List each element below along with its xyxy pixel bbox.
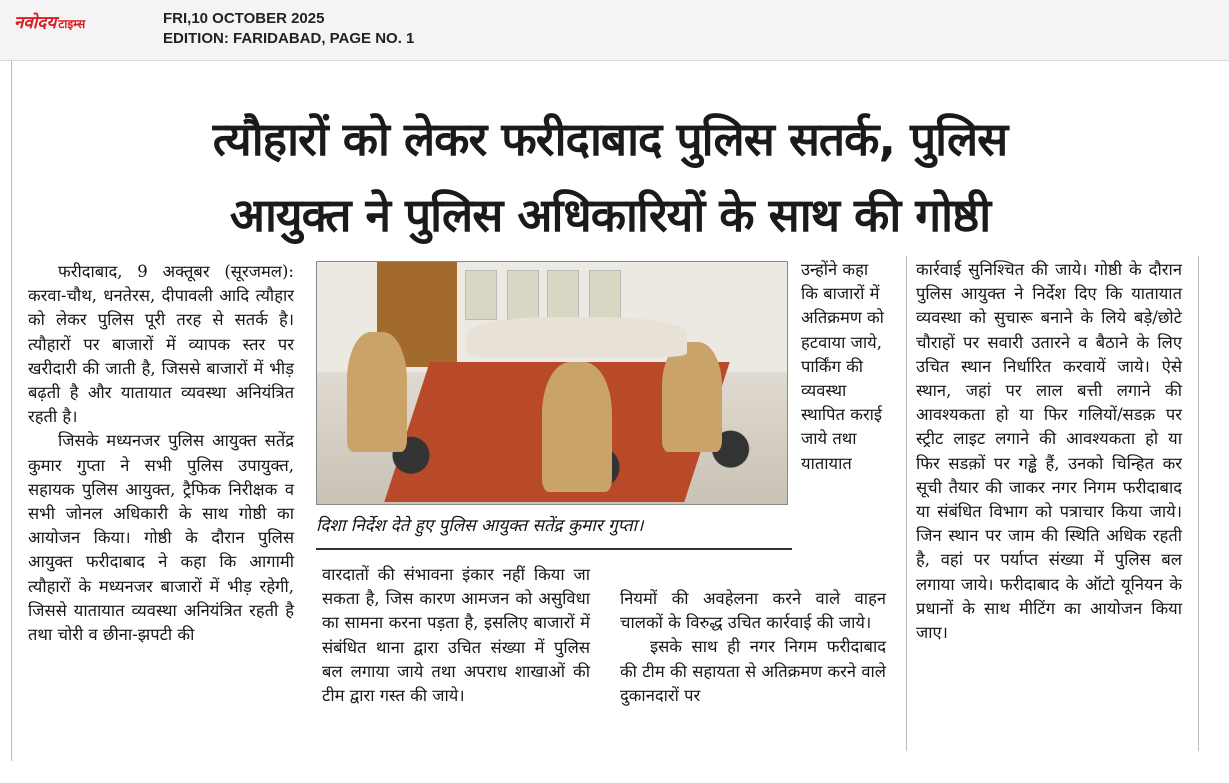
- column-3-paragraph-2: इसके साथ ही नगर निगम फरीदाबाद की टीम की सहायता से अतिक्रमण करने वाले दुकानदारों पर: [620, 637, 886, 705]
- column-1-paragraph-2: जिसके मध्यनजर पुलिस आयुक्त सतेंद्र कुमार गुप्ता ने सभी पुलिस उपायुक्त, सहायक पुलिस आयुक्त, ट्रैफिक निरीक्षक व सभी जोनल अधिकारी के साथ गोष्ठी का आयोजन किया। गोष्ठी के दौरान पुलिस आयुक्त फरीदाबाद ने कहा कि आगामी त्यौहारों के मध्यनजर बाजारों में भीड़ रहेगी, जिससे यातायात व्यवस्था अनियंत्रित रहती है तथा चोरी व छीना-झपटी की: [28, 431, 294, 645]
- column-rule: [1198, 256, 1199, 751]
- headline-line-2: आयुक्त ने पुलिस अधिकारियों के साथ की गोष्ठी: [229, 188, 991, 242]
- edition-info: [163, 9, 414, 49]
- photo-wall-map: [507, 270, 539, 320]
- newspaper-logo[interactable]: [14, 10, 85, 33]
- article-column-3-narrow: उन्होंने कहा कि बाजारों में अतिक्रमण को हटवाया जाये, पार्किंग की व्यवस्था स्थापित कराई जाये तथा यातायात: [801, 260, 884, 473]
- photo-wall-map: [589, 270, 621, 320]
- edition-date: FRI,10 OCTOBER 2025: [163, 10, 325, 27]
- photo-officer: [662, 342, 722, 452]
- photo-caption: दिशा निर्देश देते हुए पुलिस आयुक्त सतेंद्र कुमार गुप्ता।: [316, 516, 644, 536]
- photo-officer: [347, 332, 407, 452]
- photo-officer: [542, 362, 612, 492]
- column-4-paragraph: कार्रवाई सुनिश्चित की जाये। गोष्ठी के दौरान पुलिस आयुक्त ने निर्देश दिए कि यातायात व्यवस्था को सुचारू बनाने के लिये बड़े/छोटे चौराहों पर सवारी उतारने व बैठाने के लिए उचित स्थान निर्धारित करवायें जाये। ऐसे स्थान, जहां पर लाल बत्ती लगाने की आवश्यकता हो या फिर गलियों/सडक़ पर स्ट्रीट लाइट लगाने की आवश्यकता हो या फिर सडक़ों पर गड्ढे हैं, उनको चिन्हित कर सूची तैयार की जाकर नगर निगम फरीदाबाद या संबंधित विभाग को पत्राचार किया जाये। जिन स्थान पर जाम की स्थिति अधिक रहती है, वहां पर पर्याप्त संख्या में पुलिस बल लगाया जाये। फरीदाबाद के ऑटो यूनियन के प्रधानों के साथ मीटिंग का आयोजन किया जाए।: [916, 260, 1182, 643]
- column-2-paragraph: वारदातों की संभावना इंकार नहीं किया जा सकता है, जिस कारण आमजन को असुविधा का सामना करना पड़ता है, इसलिए बाजारों में संबंधित थाना द्वारा उचित संख्या में पुलिस बल लगाया जाये तथा अपराध शाखाओं की टीम द्वारा गस्त की जाये।: [322, 565, 590, 706]
- article-headline: [40, 101, 1180, 253]
- column-3-paragraph-1: नियमों की अवहेलना करने वाले वाहन चालकों के विरुद्ध उचित कार्रवाई की जाये।: [620, 589, 886, 633]
- page-edge-rule: [11, 61, 12, 761]
- newspaper-page: [0, 61, 1229, 783]
- headline-line-1: त्यौहारों को लेकर फरीदाबाद पुलिस सतर्क, पुलिस: [212, 112, 1008, 166]
- edition-page: EDITION: FARIDABAD, PAGE NO. 1: [163, 30, 415, 47]
- column-rule: [906, 256, 907, 751]
- article-column-3: [620, 587, 886, 708]
- article-column-2: [322, 563, 590, 708]
- caption-rule: [316, 548, 792, 550]
- article-column-1: [28, 260, 294, 647]
- article-column-4: [916, 258, 1182, 645]
- photo-officers-row: [467, 317, 687, 357]
- meeting-photo: [316, 261, 788, 505]
- logo-sub: टाइम्स: [58, 17, 86, 31]
- logo-name: नवोदय: [14, 13, 57, 33]
- photo-wall-map: [465, 270, 497, 320]
- column-1-paragraph-1: फरीदाबाद, 9 अक्तूबर (सूरजमल): करवा-चौथ, धनतेरस, दीपावली आदि त्यौहार को लेकर पुलिस पूरी तरह से सतर्क है। त्यौहारों पर बाजारों में व्यापक स्तर पर खरीदारी की जाती है, जिससे बाजारों में भीड़ बढ़ती है और यातायात व्यवस्था अनियंत्रित रहती है।: [28, 262, 294, 427]
- edition-header: [0, 0, 1229, 61]
- photo-wall-map: [547, 270, 579, 320]
